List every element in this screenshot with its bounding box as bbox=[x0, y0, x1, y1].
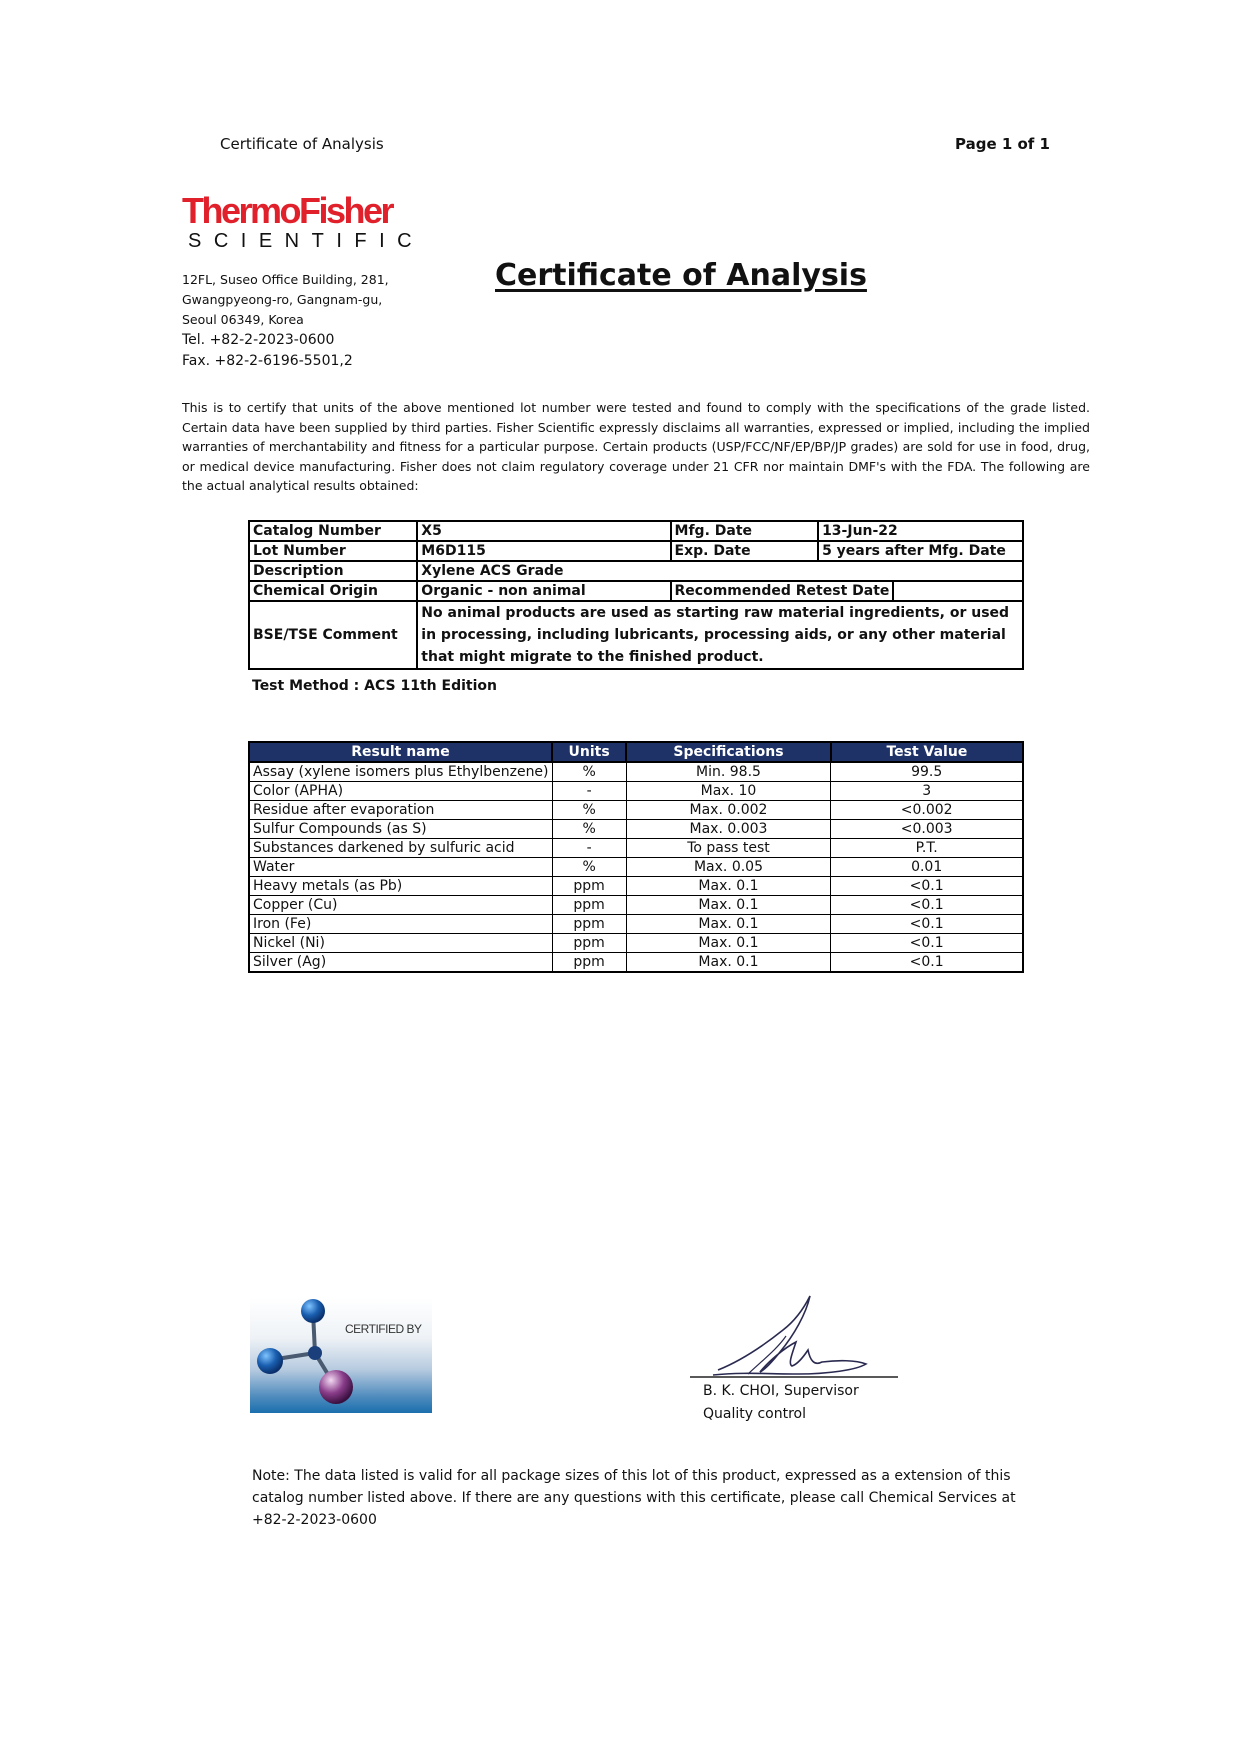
test-value-cell: P.T. bbox=[831, 839, 1023, 858]
units-cell: % bbox=[552, 858, 626, 877]
test-value-cell: <0.1 bbox=[831, 896, 1023, 915]
catalog-value: X5 bbox=[417, 521, 670, 541]
result-row bbox=[249, 839, 1023, 858]
origin-value: Organic - non animal bbox=[417, 581, 670, 601]
units-cell: ppm bbox=[552, 934, 626, 953]
certified-by-label: CERTIFIED BY bbox=[345, 1322, 422, 1336]
specification-cell: Max. 0.1 bbox=[626, 877, 831, 896]
test-value-cell: 0.01 bbox=[831, 858, 1023, 877]
retest-value bbox=[893, 581, 1023, 601]
units-cell: ppm bbox=[552, 896, 626, 915]
result-row bbox=[249, 782, 1023, 801]
result-row bbox=[249, 858, 1023, 877]
specification-cell: Max. 0.1 bbox=[626, 896, 831, 915]
units-cell: ppm bbox=[552, 877, 626, 896]
info-row-catalog bbox=[249, 521, 1023, 541]
test-value-cell: <0.002 bbox=[831, 801, 1023, 820]
company-logo bbox=[182, 190, 425, 252]
result-name-cell: Color (APHA) bbox=[249, 782, 552, 801]
result-name-cell: Nickel (Ni) bbox=[249, 934, 552, 953]
test-method: Test Method : ACS 11th Edition bbox=[252, 678, 497, 694]
certification-badge bbox=[250, 1298, 432, 1413]
test-value-cell: <0.1 bbox=[831, 953, 1023, 973]
header-doc-label: Certificate of Analysis bbox=[220, 135, 384, 153]
result-name-cell: Sulfur Compounds (as S) bbox=[249, 820, 552, 839]
col-header-specifications: Specifications bbox=[626, 742, 831, 762]
result-row bbox=[249, 934, 1023, 953]
lot-value: M6D115 bbox=[417, 541, 670, 561]
mfg-date-value: 13-Jun-22 bbox=[818, 521, 1023, 541]
result-row bbox=[249, 801, 1023, 820]
exp-date-value: 5 years after Mfg. Date bbox=[818, 541, 1023, 561]
result-name-cell: Silver (Ag) bbox=[249, 953, 552, 973]
description-label: Description bbox=[249, 561, 417, 581]
specification-cell: Max. 0.003 bbox=[626, 820, 831, 839]
test-value-cell: 3 bbox=[831, 782, 1023, 801]
result-name-cell: Copper (Cu) bbox=[249, 896, 552, 915]
units-cell: - bbox=[552, 782, 626, 801]
info-row-lot bbox=[249, 541, 1023, 561]
result-name-cell: Iron (Fe) bbox=[249, 915, 552, 934]
result-row bbox=[249, 762, 1023, 782]
bse-value: No animal products are used as starting raw material ingredients, or used in processing, including lubricants, processing aids, or any other material that might migrate to the finished product. bbox=[417, 601, 1023, 669]
lot-label: Lot Number bbox=[249, 541, 417, 561]
col-header-result-name: Result name bbox=[249, 742, 552, 762]
specification-cell: Max. 0.002 bbox=[626, 801, 831, 820]
result-row bbox=[249, 877, 1023, 896]
address-line-2: Gwangpyeong-ro, Gangnam-gu, bbox=[182, 292, 383, 307]
result-name-cell: Substances darkened by sulfuric acid bbox=[249, 839, 552, 858]
results-header-row bbox=[249, 742, 1023, 762]
specification-cell: Max. 0.1 bbox=[626, 934, 831, 953]
signer-name: B. K. CHOI, Supervisor bbox=[703, 1383, 859, 1399]
signer-department: Quality control bbox=[703, 1406, 807, 1422]
test-value-cell: <0.1 bbox=[831, 934, 1023, 953]
intro-paragraph: This is to certify that units of the above mentioned lot number were tested and found to comply with the specifications of the grade listed. Certain data have been supplied by third parties. Fisher Scientific expressly disclaims all warranties, expressed or implied, including the implied warranties of merchantability and fitness for a particular purpose. Certain products (USP/FCC/NF/EP/BP/JP grades) are sold for use in food, drug, or medical device manufacturing. Fisher does not claim regulatory coverage under 21 CFR nor maintain DMF's with the FDA. The following are the actual analytical results obtained: bbox=[182, 400, 1090, 493]
company-address bbox=[182, 270, 389, 372]
retest-label: Recommended Retest Date bbox=[671, 581, 894, 601]
result-row bbox=[249, 896, 1023, 915]
page-title: Certificate of Analysis bbox=[495, 258, 867, 293]
result-row bbox=[249, 915, 1023, 934]
result-row bbox=[249, 953, 1023, 973]
col-header-units: Units bbox=[552, 742, 626, 762]
logo-wordmark: ThermoFisher bbox=[182, 190, 393, 231]
units-cell: - bbox=[552, 839, 626, 858]
units-cell: ppm bbox=[552, 915, 626, 934]
specification-cell: Max. 0.05 bbox=[626, 858, 831, 877]
specification-cell: Min. 98.5 bbox=[626, 762, 831, 782]
exp-date-label: Exp. Date bbox=[671, 541, 819, 561]
specification-cell: Max. 0.1 bbox=[626, 953, 831, 973]
col-header-test-value: Test Value bbox=[831, 742, 1023, 762]
address-line-3: Seoul 06349, Korea bbox=[182, 312, 304, 327]
fax: Fax. +82-2-6196-5501,2 bbox=[182, 353, 353, 369]
signature-image bbox=[688, 1290, 903, 1390]
product-info-table bbox=[248, 520, 1024, 670]
info-row-bse bbox=[249, 601, 1023, 669]
units-cell: ppm bbox=[552, 953, 626, 973]
description-value: Xylene ACS Grade bbox=[417, 561, 1023, 581]
results-table bbox=[248, 741, 1024, 973]
page-indicator: Page 1 of 1 bbox=[955, 135, 1050, 153]
telephone: Tel. +82-2-2023-0600 bbox=[182, 332, 335, 348]
specification-cell: Max. 0.1 bbox=[626, 915, 831, 934]
bse-label: BSE/TSE Comment bbox=[249, 601, 417, 669]
result-name-cell: Assay (xylene isomers plus Ethylbenzene) bbox=[249, 762, 552, 782]
address-line-1: 12FL, Suseo Office Building, 281, bbox=[182, 272, 389, 287]
mfg-date-label: Mfg. Date bbox=[671, 521, 819, 541]
result-row bbox=[249, 820, 1023, 839]
result-name-cell: Residue after evaporation bbox=[249, 801, 552, 820]
footer-note: Note: The data listed is valid for all package sizes of this lot of this product, expressed as a extension of this catalog number listed above. If there are any questions with this certificate, please call Chemical Services at +82-2-2023-0600 bbox=[252, 1468, 1016, 1528]
info-row-origin bbox=[249, 581, 1023, 601]
specification-cell: To pass test bbox=[626, 839, 831, 858]
catalog-label: Catalog Number bbox=[249, 521, 417, 541]
units-cell: % bbox=[552, 762, 626, 782]
test-value-cell: <0.1 bbox=[831, 877, 1023, 896]
result-name-cell: Heavy metals (as Pb) bbox=[249, 877, 552, 896]
info-row-description bbox=[249, 561, 1023, 581]
units-cell: % bbox=[552, 820, 626, 839]
units-cell: % bbox=[552, 801, 626, 820]
result-name-cell: Water bbox=[249, 858, 552, 877]
specification-cell: Max. 10 bbox=[626, 782, 831, 801]
logo-subtitle: SCIENTIFIC bbox=[188, 230, 425, 252]
test-value-cell: <0.1 bbox=[831, 915, 1023, 934]
test-value-cell: <0.003 bbox=[831, 820, 1023, 839]
molecule-icon bbox=[250, 1298, 432, 1413]
test-value-cell: 99.5 bbox=[831, 762, 1023, 782]
origin-label: Chemical Origin bbox=[249, 581, 417, 601]
